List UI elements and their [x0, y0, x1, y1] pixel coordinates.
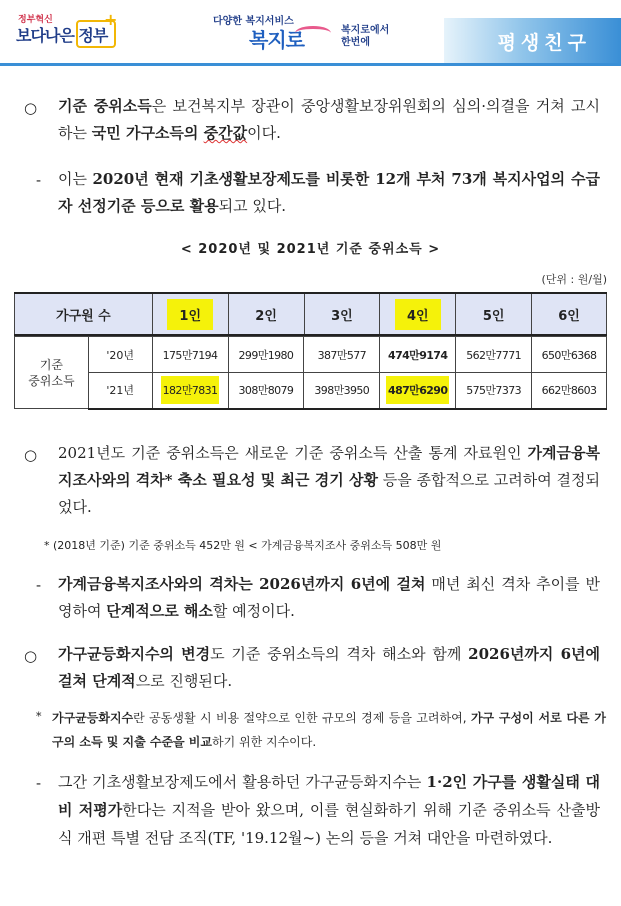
text-span: 매년 최신 격차 추이를 반영하여	[58, 575, 600, 620]
slogan-line-1: 복지로에서	[341, 25, 390, 36]
bold-span: 2020년 현재 기초생활보장제도를 비롯한 12개 부처 73개 복지사업의 수급자 선정기준 등으로 활용	[58, 170, 600, 215]
text-span: 도 기준 중위소득의 격차 해소와 함께	[210, 645, 469, 663]
dash-marker: -	[36, 171, 42, 189]
bokjiro-tagline: 다양한 복지서비스	[213, 16, 294, 27]
text-span: 란 공동생활 시 비용 절약으로 인한 규모의 경제 등을 고려하여,	[133, 711, 471, 725]
header-divider	[0, 63, 621, 66]
bullet-circle: ○	[24, 99, 38, 117]
slogan-line-2: 한번에	[341, 37, 370, 48]
page-header	[0, 0, 621, 64]
table-unit: (단위 : 원/월)	[541, 273, 607, 286]
table-cell-highlighted	[152, 373, 228, 409]
paragraph-median-income-definition	[58, 93, 600, 147]
bullet-circle: ○	[24, 446, 38, 464]
median-value-term: 중간값	[203, 124, 248, 142]
table-cell-highlighted	[380, 373, 456, 409]
table-cell: 662만8603	[532, 373, 607, 409]
bold-span: 가구균등화지수의 변경	[58, 645, 211, 663]
row-group-label: 기준 중위소득	[15, 337, 89, 409]
paragraph-usage	[58, 166, 600, 220]
header-5-person: 5인	[456, 293, 532, 335]
table-cell: 387만577	[304, 337, 380, 373]
bokjiro-slogan	[341, 25, 389, 49]
table-row	[15, 337, 607, 373]
highlighted-value: 487만6290	[386, 376, 449, 404]
text-span: 이는	[58, 170, 93, 188]
table-cell: 299만1980	[228, 337, 304, 373]
text-span: 등을 종합적으로 고려하여 결정되었다.	[58, 471, 600, 516]
header-1-person	[152, 293, 228, 335]
term-median-income: 기준 중위소득	[58, 97, 152, 115]
table-header-row	[15, 293, 607, 335]
bold-span: 1·2인 가구를 생활실태 대비 저평가	[58, 773, 600, 819]
paragraph-2021-decision	[58, 440, 600, 521]
logo-title: 보다나은 정부	[16, 26, 108, 45]
text-span: 은 보건복지부 장관이 중앙생활보장위원회의 심의·의결을 거쳐 고시하는	[58, 97, 600, 142]
header-3-person: 3인	[304, 293, 380, 335]
government-innovation-logo	[8, 10, 120, 56]
bold-span: 가계금융복지조사와의 격차는 2026년까지 6년에 걸쳐	[58, 575, 426, 593]
median-income-table	[14, 292, 607, 336]
bold-span: 2026년까지 6년에 걸쳐 단계적	[58, 645, 601, 690]
header-6-person: 6인	[532, 293, 607, 335]
swoosh-icon	[295, 26, 331, 40]
bullet-circle: ○	[24, 647, 38, 665]
table-cell: 575만7373	[456, 373, 532, 409]
text-span: 한다는 지적을 받아 왔으며, 이를 현실화하기 위해 기준 중위소득 산출방식 개편 특별 전담 조직(TF, '19.12월~) 논의 등을 거쳐 대안을 마련하였다.	[58, 801, 600, 847]
year-label: '21년	[88, 373, 152, 409]
text-span: 되고 있다.	[218, 197, 287, 215]
bold-span: 가구균등화지수	[52, 711, 134, 725]
dash-marker: -	[36, 576, 42, 594]
bold-span: 국민 가구소득의	[91, 124, 204, 142]
logo-subtitle: 정부혁신	[18, 15, 53, 25]
text-span: 으로 진행된다.	[135, 672, 233, 690]
dash-marker: -	[36, 774, 42, 792]
banner-text: 평생친구	[497, 32, 591, 54]
asterisk-marker: *	[36, 710, 42, 723]
text-span: 하기 위한 지수이다.	[212, 735, 317, 749]
paragraph-equivalence-scale	[58, 641, 600, 695]
highlighted-label: 4인	[395, 299, 441, 330]
header-household-size: 가구원 수	[15, 293, 153, 335]
text-span: 그간 기초생활보장제도에서 활용하던 가구균등화지수는	[58, 773, 427, 791]
table-cell: 650만6368	[532, 337, 607, 373]
table-cell: 308만8079	[228, 373, 304, 409]
highlighted-label: 1인	[167, 299, 213, 330]
bokjiro-wordmark: 복지로	[249, 28, 304, 52]
table-title: < 2020년 및 2021년 기준 중위소득 >	[180, 242, 441, 257]
text-span: 이다.	[247, 124, 281, 142]
bold-span: 가계금융복지조사와의 격차* 축소 필요성 및 최근 경기 상황	[58, 444, 600, 489]
header-2-person: 2인	[228, 293, 304, 335]
header-banner	[444, 18, 621, 64]
table-cell: 474만9174	[380, 337, 456, 373]
text-span: 2021년도 기준 중위소득은 새로운 기준 중위소득 산출 통계 자료원인	[58, 444, 528, 462]
header-4-person	[380, 293, 456, 335]
year-label: '20년	[88, 337, 152, 373]
median-income-table-body	[14, 336, 607, 410]
table-cell: 562만7771	[456, 337, 532, 373]
paragraph-gap-resolution	[58, 571, 600, 625]
table-cell: 398만3950	[304, 373, 380, 409]
paragraph-alternative	[58, 768, 600, 852]
table-cell: 175만7194	[152, 337, 228, 373]
bold-span: 단계적으로 해소	[106, 602, 213, 620]
highlighted-value: 182만7831	[161, 376, 220, 404]
footnote-equivalence-scale	[52, 706, 606, 754]
text-span: 할 예정이다.	[212, 602, 295, 620]
plus-icon: +	[104, 10, 118, 29]
footnote-gap: * (2018년 기준) 기준 중위소득 452만 원 < 가계금융복지조사 중위소득 508만 원	[44, 539, 442, 552]
bold-span: 가구 구성이 서로 다른 가구의 소득 및 지출 수준을 비교	[52, 711, 606, 749]
table-row	[15, 373, 607, 409]
bokjiro-logo	[213, 12, 390, 52]
